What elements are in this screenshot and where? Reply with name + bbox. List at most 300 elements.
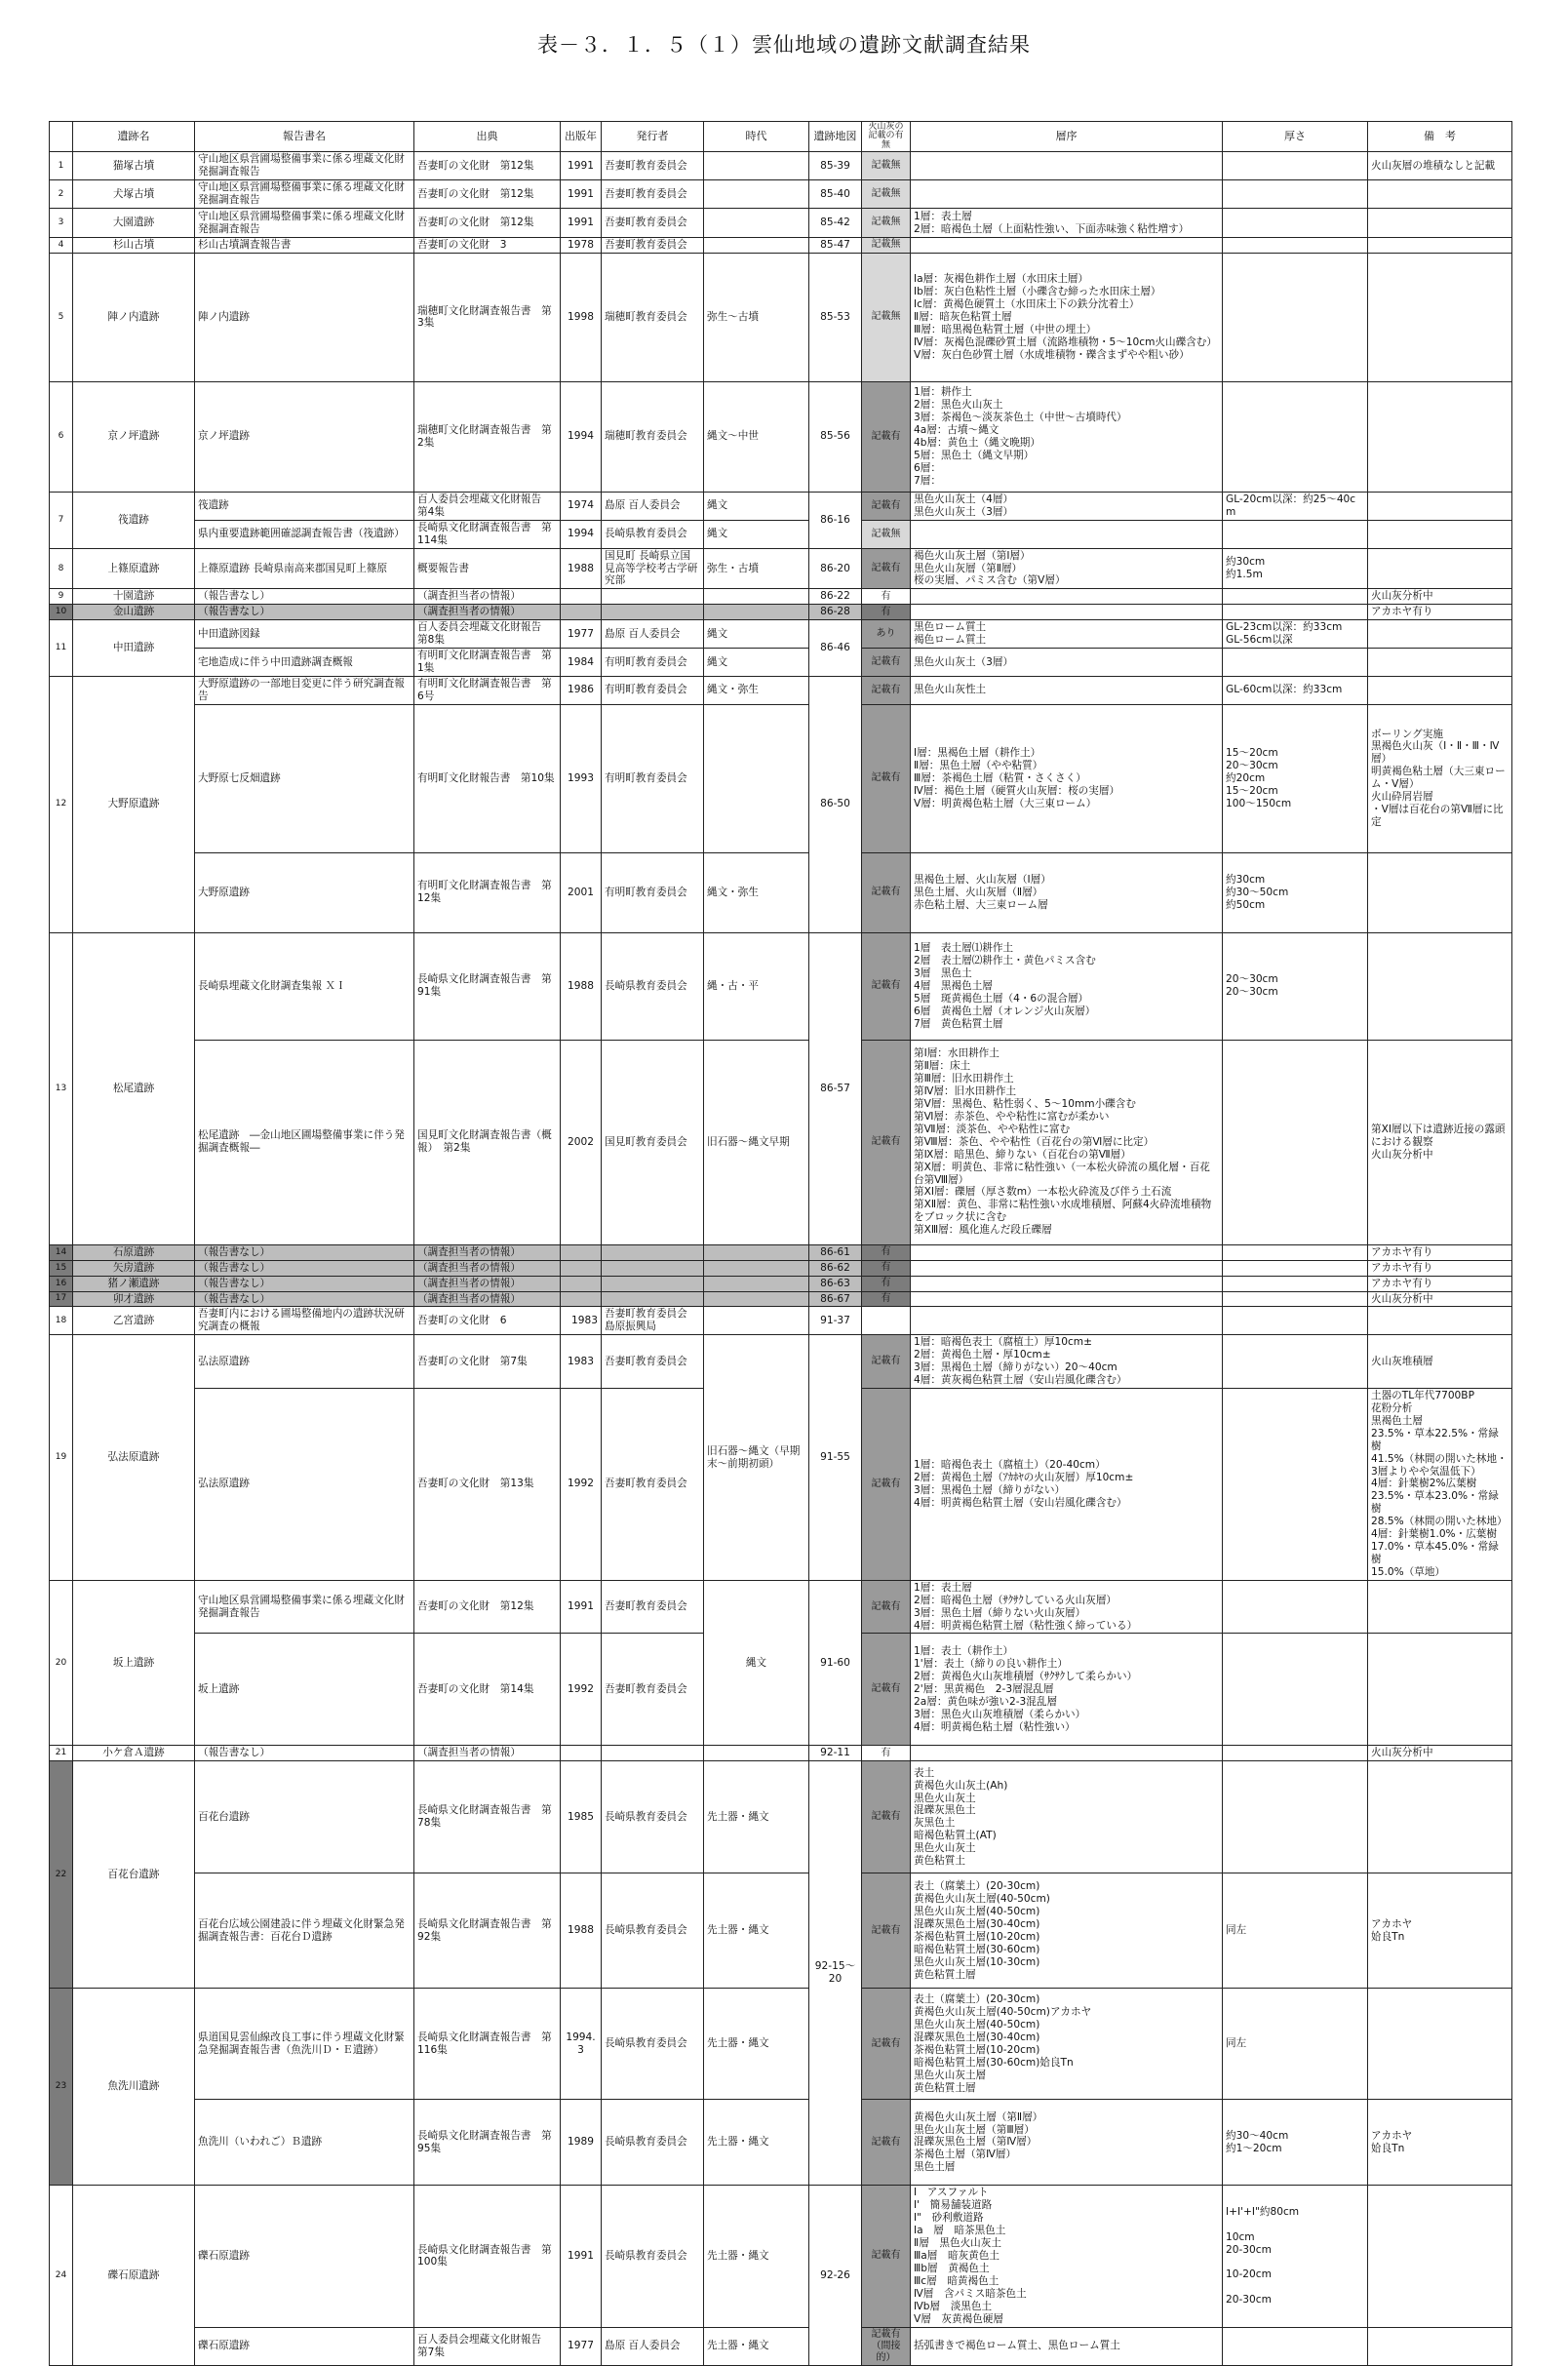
table-cell: 長崎県文化財調査報告書 第100集 [414,2186,561,2327]
table-cell: 86-61 [809,1244,862,1260]
table-cell: 守山地区県営圃場整備事業に係る埋蔵文化財発掘調査報告 [195,209,414,238]
table-cell: 縄文～中世 [704,381,809,492]
table-cell: 記載有 [862,548,911,589]
table-cell: 記載有 [862,2186,911,2327]
table-cell: 瑞穂町教育委員会 [602,381,704,492]
table-cell: 9 [50,589,73,605]
table-cell: 吾妻町教育委員会 [602,152,704,180]
table-cell [1223,589,1368,605]
table-cell: 記載無 [862,238,911,254]
table-cell: 卯才遺跡 [73,1291,195,1307]
table-cell: 1991 [561,209,602,238]
header-cell: 層序 [911,122,1223,152]
table-cell: 2002 [561,1040,602,1244]
table-cell [561,1276,602,1291]
table-cell: （報告書なし） [195,1291,414,1307]
header-cell: 発行者 [602,122,704,152]
table-cell [911,1244,1223,1260]
table-cell: 弘法原遺跡 [73,1335,195,1581]
table-cell [704,605,809,620]
table-cell [1368,1580,1512,1634]
table-cell: 国見町教育委員会 [602,1040,704,1244]
table-cell [1223,1244,1368,1260]
table-cell: 1983 [561,1335,602,1389]
table-cell: 86-63 [809,1276,862,1291]
table-cell: 吾妻町の文化財 第12集 [414,180,561,209]
table-cell: 1層：表土層 2層：暗褐色土層（ｻｸｻｸしている火山灰層） 3層：黒色土層（締りない火山灰層） 4層：明黄褐色粘質土層（粘性強く締っている） [911,1580,1223,1634]
table-cell: Ⅰ アスファルト Ⅰ' 簡易舗装道路 Ⅰ" 砂利敷道路 Ⅰa 層 暗茶黒色土 Ⅱ層 黒色火山灰土 Ⅲa層 暗灰黄色土 Ⅲb層 黄褐色土 Ⅲc層 暗黄褐色土 Ⅳ層 含パミス暗茶色土 Ⅳb層 淡黒色土 Ⅴ層 灰黄褐色硬層 [911,2186,1223,2327]
table-cell: 瑞穂町文化財調査報告書 第3集 [414,253,561,381]
table-cell: 同左 [1223,1873,1368,1989]
table-cell: 92-11 [809,1746,862,1761]
table-row [50,253,1512,381]
table-cell: 3 [50,209,73,238]
table-cell: 1977 [561,620,602,649]
table-cell [602,1746,704,1761]
table-cell: 19 [50,1335,73,1581]
table-cell: 縄文 [704,520,809,548]
table-cell [862,1307,911,1335]
table-cell: 縄・古・平 [704,932,809,1040]
table-cell: 瑞穂町教育委員会 [602,253,704,381]
table-cell: 記載有 [862,2100,911,2186]
table-cell [561,1244,602,1260]
table-cell: Ⅰa層：灰褐色耕作土層（水田床土層） Ⅰb層：灰白色粘性土層（小礫含む締った水田床土層） Ⅰc層：黄褐色硬質土（水田床土下の鉄分沈着土） Ⅱ層：暗灰色粘質土層 Ⅲ層：暗黒褐色粘質土層（中世の埋土） Ⅳ層：灰褐色混礫砂質土層（流路堆積物・5～10cm火山礫含む） Ⅴ層：灰白色砂質土層（水成堆積物・礫含まずやや粗い砂） [911,253,1223,381]
table-cell: 吾妻町教育委員会 [602,1335,704,1389]
table-cell [704,1291,809,1307]
table-cell: 記載有 [862,381,911,492]
table-cell [1223,180,1368,209]
table-cell: 縄文 [704,649,809,677]
table-cell [561,1746,602,1761]
table-cell: 乙宮遺跡 [73,1307,195,1335]
table-cell: 記載有 [862,649,911,677]
table-cell: アカホヤ有り [1368,1260,1512,1276]
header-cell: 出版年 [561,122,602,152]
table-cell: 1992 [561,1634,602,1746]
table-cell: 吾妻町教育委員会 島原振興局 [602,1307,704,1335]
table-cell [1223,253,1368,381]
table-cell [911,1746,1223,1761]
table-row [50,1276,1512,1291]
header-cell: 報告書名 [195,122,414,152]
table-cell: （報告書なし） [195,1746,414,1761]
table-cell: 21 [50,1746,73,1761]
table-cell: 23 [50,1989,73,2186]
table-cell: 長崎県教育委員会 [602,1761,704,1873]
table-cell: 弘法原遺跡 [195,1335,414,1389]
table-cell: 百人委員会埋蔵文化財報告 第4集 [414,492,561,520]
table-cell: 20～30cm 20～30cm [1223,932,1368,1040]
table-cell: 先土器・縄文 [704,1989,809,2100]
table-cell [704,589,809,605]
table-cell [1223,520,1368,548]
table-cell: 弘法原遺跡 [195,1388,414,1580]
table-cell: 20 [50,1580,73,1746]
table-cell: （報告書なし） [195,1276,414,1291]
table-cell: 有 [862,1260,911,1276]
table-cell: 85-42 [809,209,862,238]
table-cell: 黒褐色土層、火山灰層（Ⅰ層） 黒色土層、火山灰層（Ⅱ層） 赤色粘土層、大三東ローム層 [911,852,1223,932]
table-cell: 記載無 [862,152,911,180]
table-cell: 長崎県文化財調査報告書 第92集 [414,1873,561,1989]
table-cell: 黒色火山灰性土 [911,676,1223,704]
table-cell: 旧石器～縄文早期 [704,1040,809,1244]
table-cell: 守山地区県営圃場整備事業に係る埋蔵文化財発掘調査報告 [195,1580,414,1634]
table-cell: 吾妻町の文化財 第14集 [414,1634,561,1746]
header-cell: 遺跡名 [73,122,195,152]
table-cell [911,180,1223,209]
table-cell [1368,2186,1512,2327]
table-cell: 有明町文化財調査報告書 第1集 [414,649,561,677]
table-cell [1368,676,1512,704]
table-cell: 1層：暗褐色表土（腐植土）厚10cm± 2層：黄褐色土層・厚10cm± 3層：黒褐色土層（締りがない）20～40cm 4層：黄灰褐色粘質土層（安山岩風化礫含む） [911,1335,1223,1389]
table-cell [1223,1307,1368,1335]
table-cell: 86-57 [809,932,862,1244]
table-cell: （報告書なし） [195,605,414,620]
table-cell: 16 [50,1276,73,1291]
survey-table [49,121,1512,2366]
table-cell: 記載有 [862,1761,911,1873]
table-cell: 長崎県文化財調査報告書 第91集 [414,932,561,1040]
table-cell [1223,381,1368,492]
table-cell [561,1291,602,1307]
table-cell: 第Ⅰ層：水田耕作土 第Ⅱ層：床土 第Ⅲ層：旧水田耕作土 第Ⅳ層：旧水田耕作土 第Ⅴ層：黒褐色、粘性弱く、5～10mm小礫含む 第Ⅵ層：赤茶色、やや粘性に富むが柔かい 第Ⅶ層：淡茶色、やや粘性に富む 第Ⅷ層：茶色、やや粘性（百花台の第Ⅵ層に比定） 第Ⅸ層：暗黒色、締りない（百花台の第Ⅶ層） 第Ⅹ層：明黄色、非常に粘性強い（一本松火砕流の風化層・百花台第Ⅷ層） 第ⅩⅠ層：礫層（厚さ数m）一本松火砕流及び伴う土石流 第ⅩⅡ層：黄色、非常に粘性強い水成堆積層、阿蘇4火砕流堆積物をブロック状に含む 第ⅩⅢ層：風化進んだ段丘礫層 [911,1040,1223,1244]
table-cell: 18 [50,1307,73,1335]
table-row [50,649,1512,677]
table-cell: 有明町文化財調査報告書 第12集 [414,852,561,932]
table-cell: 長崎県文化財調査報告書 第95集 [414,2100,561,2186]
table-cell: （調査担当者の情報） [414,1746,561,1761]
table-cell [1223,1388,1368,1580]
table-cell: 1層：表土層 2層：暗褐色土層（上面粘性強い、下面赤味強く粘性増す） [911,209,1223,238]
table-cell: 6 [50,381,73,492]
table-cell: 1998 [561,253,602,381]
table-cell: 中田遺跡 [73,620,195,677]
table-cell: 86-22 [809,589,862,605]
table-cell: 有 [862,1276,911,1291]
table-cell: アカホヤ 姶良Tn [1368,2100,1512,2186]
table-cell: 守山地区県営圃場整備事業に係る埋蔵文化財発掘調査報告 [195,152,414,180]
table-cell [1368,520,1512,548]
table-cell: 1991 [561,180,602,209]
table-cell [1368,1307,1512,1335]
table-cell: 約30cm 約1.5m [1223,548,1368,589]
table-cell: 金山遺跡 [73,605,195,620]
table-cell: 約30～40cm 約1～20cm [1223,2100,1368,2186]
table-cell: 92-15～20 [809,1761,862,2186]
table-cell: 記載有 [862,1388,911,1580]
table-cell: 1991 [561,2186,602,2327]
table-cell: 記載有 [862,1580,911,1634]
table-row [50,2100,1512,2186]
table-cell: 島原 百人委員会 [602,492,704,520]
table-cell: 吾妻町の文化財 第13集 [414,1388,561,1580]
table-cell: 86-67 [809,1291,862,1307]
table-cell: 土器のTL年代7700BP 花粉分析 黒褐色土層 23.5%・草本22.5%・常緑樹 41.5%（林間の開いた林地・3層よりやや気温低下） 4層：針葉樹2%広葉樹 23.5%・草本23.0%・常緑樹 28.5%（林間の開いた林地） 4層：針葉樹1.0%・広葉樹 17.0%・草本45.0%・常緑樹 15.0%（草地） [1368,1388,1512,1580]
table-row [50,492,1512,520]
table-cell: 十園遺跡 [73,589,195,605]
table-cell: GL-60cm以深：約33cm [1223,676,1368,704]
table-cell [704,1244,809,1260]
table-cell [1368,381,1512,492]
table-cell: 長崎県教育委員会 [602,2186,704,2327]
table-cell [1368,209,1512,238]
table-cell [1223,1335,1368,1389]
table-cell [704,1307,809,1335]
table-cell: 有明町教育委員会 [602,704,704,852]
table-cell: 記載有 [862,932,911,1040]
table-cell [1223,1276,1368,1291]
table-cell: 1988 [561,932,602,1040]
table-cell [1223,1580,1368,1634]
table-cell: 14 [50,1244,73,1260]
table-cell: 1994 [561,381,602,492]
table-cell: 表土（腐葉土）(20-30cm) 黄褐色火山灰土層(40-50cm) 黒色火山灰土層(40-50cm) 混礫灰黒色土層(30-40cm) 茶褐色粘質土層(10-20cm) 暗褐色粘質土層(30-60cm) 黒色火山灰土層(10-30cm) 黄色粘質土層 [911,1873,1223,1989]
table-cell [561,1260,602,1276]
table-cell: 有明町文化財調査報告書 第6号 [414,676,561,704]
table-cell: 13 [50,932,73,1244]
table-cell: 大野原七反畑遺跡 [195,704,414,852]
table-cell: 先土器・縄文 [704,2327,809,2366]
table-cell: 大野原遺跡 [195,852,414,932]
table-cell: アカホヤ有り [1368,605,1512,620]
table-cell: 1992 [561,1388,602,1580]
table-cell: 松尾遺跡 [73,932,195,1244]
table-cell: ボーリング実施 黒褐色火山灰（Ⅰ・Ⅱ・Ⅲ・Ⅳ層） 明黄褐色粘土層（大三東ローム・Ⅴ層） 火山砕屑岩層 ・Ⅴ層は百花台の第Ⅶ層に比定 [1368,704,1512,852]
table-cell: （調査担当者の情報） [414,1276,561,1291]
table-cell: 先土器・縄文 [704,2186,809,2327]
table-row [50,676,1512,704]
table-cell [602,1260,704,1276]
table-cell: 記載有 [862,1335,911,1389]
table-cell [1368,180,1512,209]
table-cell [1223,1761,1368,1873]
table-cell: 魚洗川遺跡 [73,1989,195,2186]
table-cell: 黒色火山灰土（3層） [911,649,1223,677]
table-cell: 22 [50,1761,73,1989]
table-cell: （調査担当者の情報） [414,1291,561,1307]
table-cell: 1994.3 [561,1989,602,2100]
table-cell: 国見町文化財調査報告書（概報） 第2集 [414,1040,561,1244]
table-cell [704,1746,809,1761]
table-cell [1368,932,1512,1040]
table-cell: 記載有 [862,1634,911,1746]
header-cell: 出典 [414,122,561,152]
table-cell: 長崎県教育委員会 [602,1873,704,1989]
table-row [50,605,1512,620]
table-cell [561,589,602,605]
table-cell: 弥生・古墳 [704,548,809,589]
table-cell [911,1260,1223,1276]
table-cell: 京ノ坪遺跡 [73,381,195,492]
table-cell [704,180,809,209]
table-cell: （調査担当者の情報） [414,605,561,620]
table-cell: 12 [50,676,73,932]
table-cell [911,1276,1223,1291]
table-cell: 1977 [561,2327,602,2366]
table-cell: 2001 [561,852,602,932]
table-cell: 島原 百人委員会 [602,620,704,649]
table-cell [911,152,1223,180]
table-cell: GL-23cm以深：約33cm GL-56cm以深 [1223,620,1368,649]
table-row [50,589,1512,605]
table-cell: 有 [862,1244,911,1260]
table-cell [1368,620,1512,649]
table-cell: （報告書なし） [195,589,414,605]
table-cell: 1986 [561,676,602,704]
table-cell: 85-47 [809,238,862,254]
table-cell: 褐色火山灰土層（第Ⅰ層） 黒色火山灰層（第Ⅱ層） 桜の実層、パミス含む（第Ⅴ層） [911,548,1223,589]
table-cell: （報告書なし） [195,1244,414,1260]
table-cell: 百人委員会埋蔵文化財報告 第8集 [414,620,561,649]
table-cell: 吾妻町教育委員会 [602,1580,704,1634]
table-cell: 1974 [561,492,602,520]
table-cell: 15～20cm 20～30cm 約20cm 15～20cm 100～150cm [1223,704,1368,852]
table-cell: 記載無 [862,209,911,238]
table-cell [561,605,602,620]
table-row [50,180,1512,209]
table-cell: 85-40 [809,180,862,209]
table-cell: 杉山古墳調査報告書 [195,238,414,254]
table-row [50,1040,1512,1244]
table-cell: 中田遺跡図録 [195,620,414,649]
table-cell: 1988 [561,1873,602,1989]
table-cell: 長崎県埋蔵文化財調査集報 ＸＩ [195,932,414,1040]
table-cell: 吾妻町の文化財 第12集 [414,209,561,238]
table-row [50,2327,1512,2366]
table-cell: 長崎県教育委員会 [602,2100,704,2186]
table-cell: 長崎県文化財調査報告書 第114集 [414,520,561,548]
table-cell: 吾妻町教育委員会 [602,180,704,209]
table-cell: 瑞穂町文化財調査報告書 第2集 [414,381,561,492]
table-cell: 86-46 [809,620,862,677]
table-cell: 長崎県教育委員会 [602,1989,704,2100]
table-row [50,620,1512,649]
table-cell: 筏遺跡 [195,492,414,520]
table-row [50,1761,1512,1873]
header-cell: 火山灰の記載の有無 [862,122,911,152]
header-cell: 時代 [704,122,809,152]
table-cell: 坂上遺跡 [73,1580,195,1746]
table-cell: 長崎県教育委員会 [602,932,704,1040]
table-cell [704,1260,809,1276]
table-row [50,152,1512,180]
table-cell: 黄褐色火山灰土層（第Ⅱ層） 黒色火山灰土層（第Ⅲ層） 混礫灰黒色土層（第Ⅳ層） 茶褐色土層（第Ⅳ層） 黒色土層 [911,2100,1223,2186]
table-cell: 先土器・縄文 [704,1873,809,1989]
table-cell: 有明町文化財報告書 第10集 [414,704,561,852]
table-cell: 86-20 [809,548,862,589]
table-cell: 85-56 [809,381,862,492]
table-cell: 8 [50,548,73,589]
table-row [50,209,1512,238]
table-cell: 杉山古墳 [73,238,195,254]
table-cell: 礫石原遺跡 [195,2186,414,2327]
table-cell: 旧石器～縄文（早期末～前期初頭） [704,1335,809,1581]
table-cell: 表土（腐葉土）(20-30cm) 黄褐色火山灰土層(40-50cm)アカホヤ 黒色火山灰土層(40-50cm) 混礫灰黒色土層(30-40cm) 茶褐色粘質土層(10-20cm) 暗褐色粘質土層(30-60cm)姶良Tn 黒色火山灰土層 黄色粘質土層 [911,1989,1223,2100]
table-cell [602,1276,704,1291]
header-row [50,122,1512,152]
table-cell: 有 [862,1291,911,1307]
table-cell: 百花台広域公園建設に伴う埋蔵文化財緊急発掘調査報告書：百花台Ｄ遺跡 [195,1873,414,1989]
header-cell: 遺跡地図 [809,122,862,152]
table-cell [1223,152,1368,180]
table-cell: 上篠原遺跡 長崎県南高来郡国見町上篠原 [195,548,414,589]
table-cell: 1994 [561,520,602,548]
table-cell: 1層：表土（耕作土） 1'層：表土（締りの良い耕作土） 2層：黄褐色火山灰堆積層（ｻｸｻｸして柔らかい） 2'層：黒黄褐色 2-3層混乱層 2a層：黄色味が強い2-3混乱層 3層：黒色火山灰堆積層（柔らかい） 4層：明黄褐色粘土層（粘性強い） [911,1634,1223,1746]
table-cell: 大野原遺跡 [73,676,195,932]
table-cell: 記載有 [862,676,911,704]
table-row [50,704,1512,852]
table-cell: 記載有 [862,704,911,852]
table-cell: 長崎県文化財調査報告書 第116集 [414,1989,561,2100]
table-cell: 吾妻町の文化財 第12集 [414,1580,561,1634]
table-cell [1368,649,1512,677]
table-cell: 百人委員会埋蔵文化財報告 第7集 [414,2327,561,2366]
table-cell [1223,649,1368,677]
table-cell: 上篠原遺跡 [73,548,195,589]
table-row [50,1307,1512,1335]
header-cell: 備 考 [1368,122,1512,152]
table-cell: （報告書なし） [195,1260,414,1276]
table-cell: 有明町教育委員会 [602,649,704,677]
table-cell: 火山灰堆積層 [1368,1335,1512,1389]
table-cell: 猪ノ瀬遺跡 [73,1276,195,1291]
table-cell: 括弧書きで褐色ローム質土、黒色ローム質土 [911,2327,1223,2366]
table-cell: 吾妻町教育委員会 [602,1388,704,1580]
table-cell: 黒色ローム質土 褐色ローム質土 [911,620,1223,649]
table-cell: 記載有 [862,492,911,520]
table-cell: 有明町教育委員会 [602,852,704,932]
table-cell: 国見町 長崎県立国見高等学校考古学研究部 [602,548,704,589]
table-cell [911,605,1223,620]
table-cell: 85-39 [809,152,862,180]
table-cell: 1993 [561,704,602,852]
table-cell: 91-37 [809,1307,862,1335]
table-cell: 1983 [561,1307,602,1335]
table-cell: 吾妻町内における圃場整備地内の遺跡状況研究調査の概報 [195,1307,414,1335]
table-cell: 表土 黄褐色火山灰土(Ah) 黒色火山灰土 混礫灰黒色土 灰黒色土 暗褐色粘質土(AT) 黒色火山灰土 黄色粘質土 [911,1761,1223,1873]
table-cell: 1984 [561,649,602,677]
table-cell [704,152,809,180]
table-cell [1368,1989,1512,2100]
table-cell [704,209,809,238]
table-row [50,1989,1512,2100]
table-row [50,1291,1512,1307]
table-cell: 石原遺跡 [73,1244,195,1260]
table-cell [602,605,704,620]
table-cell: 同左 [1223,1989,1368,2100]
table-cell: 火山灰分析中 [1368,1291,1512,1307]
table-cell: 有 [862,605,911,620]
table-cell: 4 [50,238,73,254]
table-cell: 5 [50,253,73,381]
table-cell: 吾妻町の文化財 第12集 [414,152,561,180]
table-cell: Ⅰ層：黒褐色土層（耕作土） Ⅱ層：黒色土層（やや粘質） Ⅲ層：茶褐色土層（粘質・さくさく） Ⅳ層：褐色土層（硬質火山灰層：桜の実層） Ⅴ層：明黄褐色粘土層（大三東ローム） [911,704,1223,852]
table-cell: 1層：暗褐色表土（腐植土）（20-40cm） 2層：黄褐色土層（ｱｶﾎﾔの火山灰層）厚10cm± 3層：黒褐色土層（締りがない） 4層：明黄褐色粘質土層（安山岩風化礫含む） [911,1388,1223,1580]
table-cell [1368,2327,1512,2366]
table-cell: 1989 [561,2100,602,2186]
table-cell: 縄文 [704,1580,809,1746]
table-cell [911,238,1223,254]
header-cell-index [50,122,73,152]
table-cell [704,238,809,254]
table-cell: 17 [50,1291,73,1307]
table-body [50,152,1512,2366]
table-cell [1223,209,1368,238]
table-cell [1368,238,1512,254]
table-cell: 吾妻町教育委員会 [602,1634,704,1746]
